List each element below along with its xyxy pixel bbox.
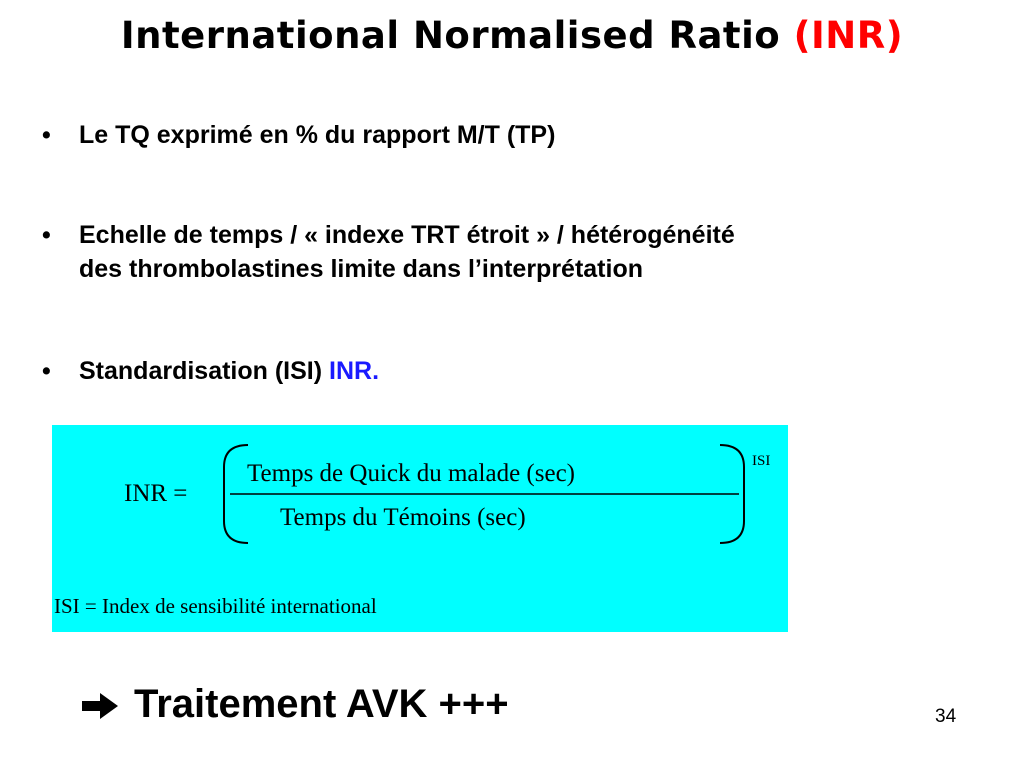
title-accent: (INR) xyxy=(793,14,904,57)
page-number: 34 xyxy=(935,706,957,727)
formula-box xyxy=(52,425,788,632)
bullet-item-echelle xyxy=(42,218,1002,354)
right-arrow-icon xyxy=(80,682,120,727)
bullet-marker: • xyxy=(42,121,51,149)
slide-title xyxy=(0,14,1024,57)
bullet-text: Standardisation (ISI) xyxy=(79,357,330,385)
conclusion-line xyxy=(80,682,509,727)
formula-exponent: ISI xyxy=(752,453,771,469)
bullet-text: Le TQ exprimé en % du rapport M/T (TP) xyxy=(79,121,556,149)
bullet-item-tq xyxy=(42,118,1002,218)
bullet-list xyxy=(42,118,1002,388)
bullet-highlight-inr: INR. xyxy=(329,357,380,385)
title-text: International Normalised Ratio xyxy=(120,14,781,57)
bullet-text-line2: des thrombolastines limite dans l’interprétation xyxy=(79,255,643,283)
bullet-text-line1: Echelle de temps / « indexe TRT étroit » / hétérogénéité xyxy=(79,221,735,249)
formula-numerator: Temps de Quick du malade (sec) xyxy=(247,460,575,487)
formula-lhs: INR = xyxy=(124,480,188,507)
formula-svg xyxy=(52,425,788,632)
bullet-item-standardisation xyxy=(42,354,1002,388)
formula-note: ISI = Index de sensibilité international xyxy=(54,594,377,618)
formula-denominator: Temps du Témoins (sec) xyxy=(280,504,526,531)
bullet-marker: • xyxy=(42,221,51,249)
conclusion-text: Traitement AVK +++ xyxy=(134,682,509,726)
bullet-marker: • xyxy=(42,357,51,385)
